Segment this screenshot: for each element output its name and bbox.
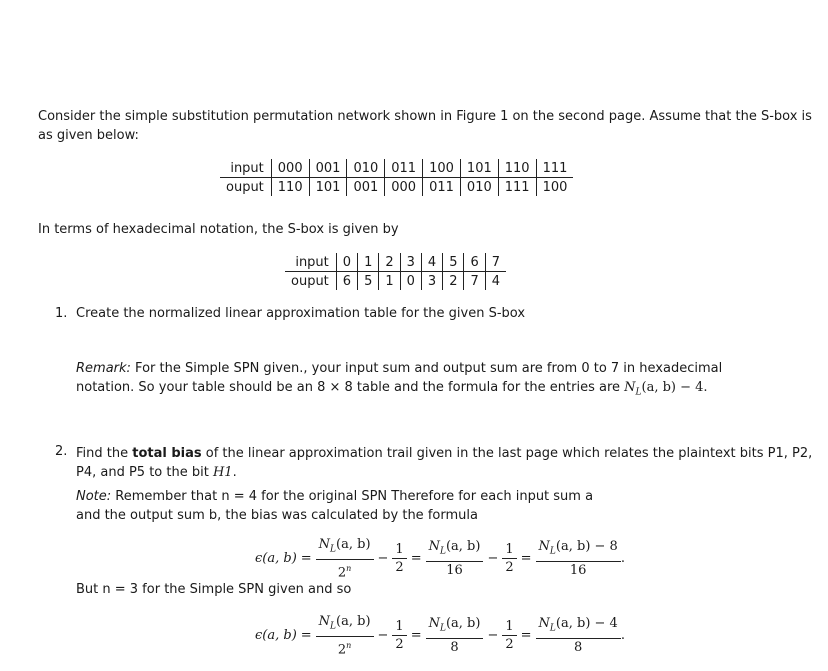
table-cell: 4 bbox=[421, 253, 442, 272]
item-2-number: 2. bbox=[55, 444, 68, 459]
table-row bbox=[220, 178, 573, 197]
table-cell: 1 bbox=[379, 272, 400, 291]
table-cell: 011 bbox=[423, 178, 461, 197]
bias-equation-n4: ϵ(a, b) = $\frac{N_L(a, b)}{2^n}$ − $\frac{1}{2}$ = $\frac{N_L(a, b)}{16}$ − $\frac{1}{2}$ = $\frac{N_L(a, b) - 8}{16}$ . bbox=[255, 537, 625, 580]
note-label: Note: bbox=[76, 489, 112, 504]
eq2-frac-2: $\frac{N_L(a, b)}{8}$ bbox=[426, 615, 484, 656]
table-cell: 0 bbox=[400, 272, 421, 291]
eq2-lhs: ϵ(a, b) bbox=[255, 627, 297, 643]
eq1-frac-half-2: $\frac{1}{2}$ bbox=[502, 541, 516, 576]
table-cell: 7 bbox=[485, 253, 506, 272]
table-cell: 110 bbox=[271, 178, 309, 197]
but-text: But n = 3 for the Simple SPN given and so bbox=[76, 582, 352, 597]
eq1-frac-2: $\frac{N_L(a, b)}{16}$ bbox=[426, 538, 484, 579]
intro-line-2: as given below: bbox=[38, 128, 139, 143]
sbox-hex-table bbox=[285, 253, 506, 290]
table-cell: 4 bbox=[485, 272, 506, 291]
table-cell: 001 bbox=[347, 178, 385, 197]
table-cell: 2 bbox=[379, 253, 400, 272]
item-2-note bbox=[76, 487, 593, 525]
eq2-frac-3: $\frac{N_L(a, b) - 4}{8}$ bbox=[536, 615, 621, 656]
table-cell: 5 bbox=[358, 272, 379, 291]
eq1-frac-1: $\frac{N_L(a, b)}{2^n}$ bbox=[316, 536, 374, 581]
table-cell: 001 bbox=[309, 159, 347, 178]
table-cell: 0 bbox=[336, 253, 357, 272]
table-cell: 011 bbox=[385, 159, 423, 178]
bias-equation-n3: ϵ(a, b) = $\frac{N_L(a, b)}{2^n}$ − $\frac{1}{2}$ = $\frac{N_L(a, b)}{8}$ − $\frac{1}{2}$ = $\frac{N_L(a, b) - 4}{8}$ . bbox=[255, 614, 625, 657]
note-line-1: Note: Remember that n = 4 for the original SPN Therefore for each input sum a bbox=[76, 489, 594, 504]
intro-line-1: Consider the simple substitution permutation network shown in Figure 1 on the second page. Assume that the S-box is bbox=[38, 109, 812, 124]
table-cell: 100 bbox=[423, 159, 461, 178]
table-cell: 3 bbox=[400, 253, 421, 272]
table-cell: 1 bbox=[358, 253, 379, 272]
note-line-2: and the output sum b, the bias was calculated by the formula bbox=[76, 508, 478, 523]
eq1-lhs: ϵ(a, b) bbox=[255, 550, 297, 566]
remark-line-2 bbox=[76, 378, 722, 403]
eq2-frac-half-2: $\frac{1}{2}$ bbox=[502, 618, 516, 653]
table-row bbox=[285, 253, 506, 272]
item-1-text: Create the normalized linear approximation table for the given S-box bbox=[76, 306, 526, 321]
table-row bbox=[285, 272, 506, 291]
table-cell: 000 bbox=[385, 178, 423, 197]
table-cell: 101 bbox=[309, 178, 347, 197]
table-cell: 010 bbox=[460, 178, 498, 197]
eq2-frac-1: $\frac{N_L(a, b)}{2^n}$ bbox=[316, 613, 374, 658]
eq1-frac-half: $\frac{1}{2}$ bbox=[392, 541, 406, 576]
remark-line-1 bbox=[76, 359, 722, 378]
table-row bbox=[220, 159, 573, 178]
row-label-input: input bbox=[220, 159, 271, 178]
table-cell: 7 bbox=[464, 272, 485, 291]
hex-intro: In terms of hexadecimal notation, the S-box is given by bbox=[38, 222, 399, 237]
row-label-output: ouput bbox=[226, 179, 264, 195]
table-cell: 100 bbox=[536, 178, 573, 197]
table-cell: 5 bbox=[443, 253, 464, 272]
item-1-remark bbox=[76, 359, 722, 403]
remark-formula: $N_L(a$, b) − 4. bbox=[624, 380, 708, 398]
intro-paragraph bbox=[38, 107, 812, 145]
item-2-text bbox=[76, 444, 812, 482]
table-cell: 010 bbox=[347, 159, 385, 178]
eq1-frac-3: $\frac{N_L(a, b) - 8}{16}$ bbox=[536, 538, 621, 579]
table-cell: 111 bbox=[536, 159, 573, 178]
item-2-line-2: P4, and P5 to the bit H1. bbox=[76, 465, 237, 480]
remark-text-1: For the Simple SPN given., your input sum and output sum are from 0 to 7 in hexadecimal bbox=[130, 361, 723, 376]
eq2-frac-half: $\frac{1}{2}$ bbox=[392, 618, 406, 653]
table-cell: 6 bbox=[464, 253, 485, 272]
remark-text-2: notation. So your table should be an 8 × 8 table and the formula for the entries are bbox=[76, 380, 625, 395]
item-2-line-1: Find the total bias of the linear approximation trail given in the last page which relates the plaintext bits P1, P2, bbox=[76, 446, 813, 461]
item-1-number: 1. bbox=[55, 306, 68, 321]
table-cell: 2 bbox=[443, 272, 464, 291]
row-label-input: input bbox=[285, 253, 336, 272]
total-bias-term: total bias bbox=[132, 446, 202, 461]
table-cell: 6 bbox=[336, 272, 357, 291]
table-cell: 111 bbox=[498, 178, 536, 197]
row-label-output: ouput bbox=[291, 273, 329, 289]
table-cell: 000 bbox=[271, 159, 309, 178]
table-cell: 3 bbox=[421, 272, 442, 291]
remark-label: Remark: bbox=[76, 361, 131, 376]
sbox-binary-table bbox=[220, 159, 573, 196]
table-cell: 101 bbox=[460, 159, 498, 178]
table-cell: 110 bbox=[498, 159, 536, 178]
